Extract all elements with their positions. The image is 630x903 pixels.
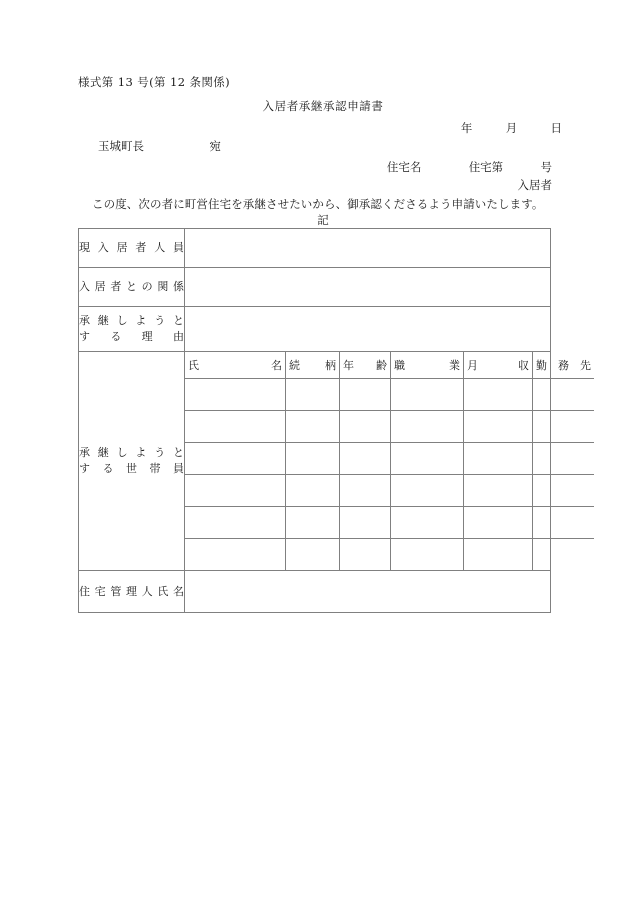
members-data-row <box>185 411 594 443</box>
member-cell-relation[interactable] <box>286 539 340 571</box>
member-cell-occupation[interactable] <box>391 379 464 411</box>
member-cell-workplace[interactable] <box>533 507 595 539</box>
member-cell-occupation[interactable] <box>391 539 464 571</box>
member-cell-occupation[interactable] <box>391 443 464 475</box>
member-cell-name[interactable] <box>185 443 286 475</box>
member-cell-workplace[interactable] <box>533 411 595 443</box>
addressee-suffix: 宛 <box>209 139 221 153</box>
member-cell-workplace[interactable] <box>533 539 595 571</box>
member-cell-occupation[interactable] <box>391 411 464 443</box>
member-cell-age[interactable] <box>340 443 391 475</box>
row-label-household-members-line1: 承継しようと <box>79 446 184 460</box>
document-title <box>0 98 630 114</box>
member-cell-workplace[interactable] <box>533 379 595 411</box>
date-month-label: 月 <box>505 121 518 135</box>
member-cell-relation[interactable] <box>286 475 340 507</box>
member-cell-income[interactable] <box>464 507 533 539</box>
member-cell-relation[interactable] <box>286 411 340 443</box>
addressee-recipient: 玉城町長 <box>98 139 144 153</box>
members-data-row <box>185 443 594 475</box>
member-cell-occupation[interactable] <box>391 507 464 539</box>
table-row-reason <box>79 307 551 352</box>
memo-mark-text: 記 <box>317 213 329 227</box>
table-row-manager-name <box>79 571 551 613</box>
application-form-table <box>78 228 591 613</box>
member-cell-income[interactable] <box>464 379 533 411</box>
table-row-relationship <box>79 268 551 307</box>
members-header-name <box>185 352 286 379</box>
member-cell-age[interactable] <box>340 379 391 411</box>
table-row-current-occupants <box>79 229 551 268</box>
row-label-reason-line2: する理由 <box>79 330 184 343</box>
row-label-current-occupants-text: 現入居者人員 <box>79 241 184 255</box>
members-header-workplace-text: 勤務先 <box>536 359 591 372</box>
row-label-current-occupants <box>79 229 185 268</box>
table-row-household-members <box>79 352 551 571</box>
row-value-manager-name[interactable] <box>185 571 551 613</box>
member-cell-income[interactable] <box>464 475 533 507</box>
member-cell-workplace[interactable] <box>533 475 595 507</box>
row-label-reason-line1: 承継しようと <box>79 314 184 328</box>
form-number: 様式第 13 号(第 12 条関係) <box>78 75 231 89</box>
members-header-age <box>340 352 391 379</box>
member-cell-relation[interactable] <box>286 379 340 411</box>
member-cell-name[interactable] <box>185 507 286 539</box>
member-cell-name[interactable] <box>185 379 286 411</box>
members-data-row <box>185 507 594 539</box>
members-header-age-text: 年齢 <box>343 359 387 372</box>
members-header-row <box>185 352 594 379</box>
member-cell-income[interactable] <box>464 443 533 475</box>
row-value-relationship[interactable] <box>185 268 551 307</box>
household-members-table <box>185 352 594 570</box>
member-cell-name[interactable] <box>185 475 286 507</box>
housing-number-prefix: 住宅第 <box>468 160 504 174</box>
row-label-household-members <box>79 352 185 571</box>
row-label-manager-name <box>79 571 185 613</box>
member-cell-relation[interactable] <box>286 443 340 475</box>
row-value-reason[interactable] <box>185 307 551 352</box>
row-value-current-occupants[interactable] <box>185 229 551 268</box>
housing-name-label: 住宅名 <box>386 160 422 174</box>
member-cell-age[interactable] <box>340 411 391 443</box>
members-header-occupation <box>391 352 464 379</box>
members-data-row <box>185 475 594 507</box>
row-label-relationship <box>79 268 185 307</box>
members-data-row <box>185 539 594 571</box>
occupant-label: 入居者 <box>517 178 552 192</box>
member-cell-name[interactable] <box>185 539 286 571</box>
date-year-label: 年 <box>460 121 473 135</box>
addressee-line <box>98 138 221 154</box>
row-label-relationship-text: 入居者との関係 <box>79 280 184 294</box>
row-label-manager-name-text: 住宅管理人氏名 <box>79 584 184 598</box>
document-title-text: 入居者承継承認申請書 <box>262 99 384 113</box>
members-header-relation <box>286 352 340 379</box>
members-header-workplace <box>533 352 595 379</box>
members-data-row <box>185 379 594 411</box>
members-header-occupation-text: 職業 <box>394 359 460 372</box>
member-cell-occupation[interactable] <box>391 475 464 507</box>
member-cell-age[interactable] <box>340 539 391 571</box>
housing-number-suffix: 号 <box>540 160 552 174</box>
member-cell-workplace[interactable] <box>533 443 595 475</box>
member-cell-age[interactable] <box>340 475 391 507</box>
members-header-income-text: 月収 <box>467 359 529 372</box>
date-line <box>461 120 562 136</box>
household-members-container <box>185 352 591 571</box>
date-day-label: 日 <box>550 121 562 135</box>
row-label-household-members-line2: する世帯員 <box>79 462 184 475</box>
member-cell-income[interactable] <box>464 539 533 571</box>
member-cell-relation[interactable] <box>286 507 340 539</box>
memo-mark <box>0 212 630 228</box>
member-cell-income[interactable] <box>464 411 533 443</box>
row-label-reason <box>79 307 185 352</box>
housing-info-line <box>387 159 552 175</box>
members-header-name-text: 氏名 <box>188 359 282 372</box>
member-cell-age[interactable] <box>340 507 391 539</box>
members-header-income <box>464 352 533 379</box>
member-cell-name[interactable] <box>185 411 286 443</box>
members-header-relation-text: 続柄 <box>289 359 336 372</box>
body-sentence: この度、次の者に町営住宅を承継させたいから、御承認くださるよう申請いたします。 <box>92 197 544 211</box>
